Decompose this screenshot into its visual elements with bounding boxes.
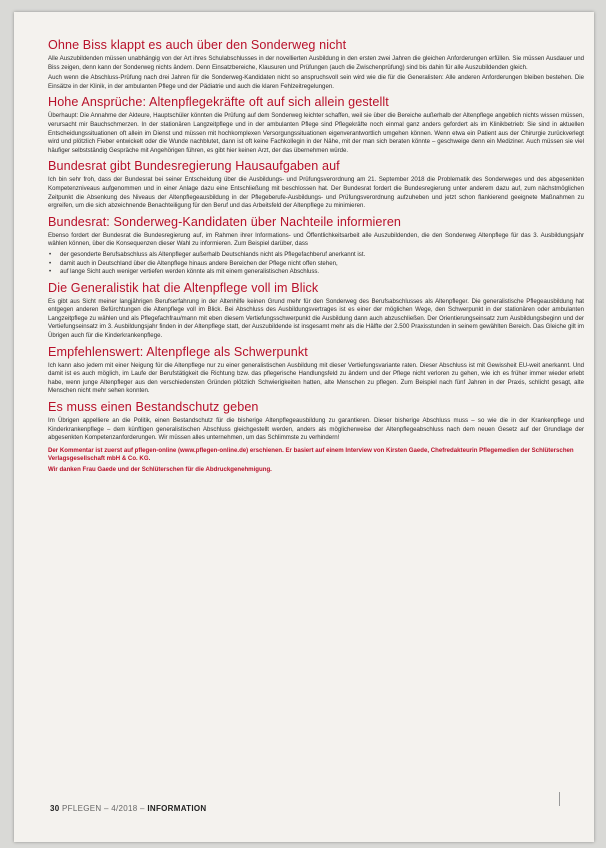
paragraph: Im Übrigen appelliere an die Politik, einen Bestandschutz für die bisherige Altenpflegeausbildung zu garantieren. Dieser bisherige Abschluss muss – so wie die in der Krankenpflege und Kinderkrankenpflege – dem künftigen generalistischen Abschluss gleichgestellt werden, anders als möglicherweise der Altenpflegeabschluss nach dem neuen Gesetz auf der Grundlage der abgesenkten Kompetenzanforderungen. Wir müssen alles unternehmen, um das Schlimmste zu verhindern! [48,417,584,442]
section-label: INFORMATION [147,804,207,813]
section-heading: Bundesrat: Sonderweg-Kandidaten über Nachteile informieren [48,214,402,229]
paragraph: Überhaupt: Die Annahme der Akteure, Hauptschüler könnten die Prüfung auf dem Sonderweg leichter schaffen, weil sie über die Bereiche außerhalb der Altenpflege angeblich nichts wissen müssen, verursacht mir Bauchschmerzen. In der stationären Langzeitpflege und in der ambulanten Pflege sind Pflegekräfte noch einmal ganz anders gefordert als im Klinikbetrieb: Sie sind in aktuellen Entscheidungssituationen oft allein im Dienst und müssen mit hochkomplexen Versorgungssituationen eigenverantwortlich umgehen können. Wenn etwa ein Patient aus der Chirurgie zurückverlegt wird und plötzlich Fieber entwickelt oder die Wunde nachblutet, dann ist oft keine Fachkollegin in der Nähe, mit der man sich beraten könnte – geschweige denn ein Mediziner. Auch müssen sie viel häufiger selbstständig Gespräche mit Angehörigen führen, es gibt hier keinen Arzt, der das übernehmen würde. [48,112,584,154]
note-text: Wir danken Frau Gaede und der Schlüterschen für die Abdruckgenehmigung. [48,466,272,473]
paragraph: Ebenso fordert der Bundesrat die Bundesregierung auf, im Rahmen ihrer Informations- und Öffentlichkeitsarbeit alle Auszubildenden, die den Sonderweg Altenpflege für das 3. Ausbildungsjahr wählen können, über die Konsequenzen dieser Wahl zu informieren. Zum Beispiel darüber, dass [48,231,584,248]
section-empfehlenswert [48,345,584,396]
paragraph: Auch wenn die Abschluss-Prüfung nach drei Jahren für die Sonderweg-Kandidaten nicht so anspruchsvoll sein wird wie die für die Generalisten: Alle anderen Anforderungen bleiben bestehen. Die Einsätze in der Klinik, in der ambulanten Pflege und der Pädiatrie und auch die klaren Fehlzeitregelungen. [48,74,584,90]
note-text: Der Kommentar ist zuerst auf pflegen-online (www.pflegen-online.de) erschienen. Er basiert auf einem Interview von Kirsten Gaede, Chefredakteurin Pflegemedien der Schlüterschen Verlagsgesellschaft mbH & Co. KG. [48,446,574,463]
section-bundesrat-nachteile [48,215,584,277]
section-ohne-biss [48,38,584,91]
section-heading: Empfehlenswert: Altenpflege als Schwerpunkt [48,344,308,359]
paragraph: Ich kann also jedem mit einer Neigung für die Altenpflege nur zu einer generalistischen Ausbildung mit dieser Vertiefungsvariante raten. Dieser Abschluss ist mit Gewissheit EU-weit anerkannt. Und damit ist es auch möglich, im Laufe der Berufstätigkeit die Richtung bzw. das pflegerische Handlungsfeld zu ändern und der Pflege nicht verloren zu gehen, wie ich es früher immer wieder erlebt habe, wenn junge Altenpfleger aus den verschiedensten Gründen plötzlich Schwierigkeiten hatten, alte Menschen zu pflegen. Zum Beispiel nach fünf Jahren in der Praxis, schlicht gesagt, alte Menschen nicht mehr sehen konnten. [48,361,584,395]
section-heading: Bundesrat gibt Bundesregierung Hausaufgaben auf [48,159,340,174]
section-generalistik [48,281,584,341]
source-note [48,447,584,475]
section-heading: Die Generalistik hat die Altenpflege voll im Blick [48,280,319,295]
bullet-list [48,251,584,277]
list-item [48,268,584,277]
magazine-issue: PFLEGEN – 4/2018 – [62,804,145,813]
bullet-icon: • [49,250,52,258]
page-footer [50,804,207,813]
section-heading: Ohne Biss klappt es auch über den Sonderweg nicht [48,38,347,52]
paragraph: Alle Auszubildenden müssen unabhängig von der Art ihres Schulabschlusses in der novellierten Ausbildung in den ersten zwei Jahren die gleichen Anforderungen erfüllen. Sie müssen Ausdauer und Biss zeigen, denn kann der Sonderweg nichts ändern. Denn Einsatzbereiche, Klausuren und Prüfungen (auch die Zwischenprüfung) sind bis dahin für alle Auszubildenden gleich. [48,55,584,71]
paragraph: Es gibt aus Sicht meiner langjährigen Berufserfahrung in der Altenhilfe keinen Grund mehr für den Sonderweg des Berufsabschlusses als Altenpfleger. Die generalistische Pflegeausbildung hat entgegen anderen Befürchtungen die Altenpflege voll im Blick. Bei Abschluss des Ausbildungsvertrages ist es einer der möglichen Wege, den Schwerpunkt in der stationären oder ambulanten Langzeitpflege zu wählen und als Pflegefachfrau/mann mit eben diesem Vertiefungsschwerpunkt die Ausbildung dann auch abzuschließen. Der Orientierungseinsatz zum Ausbildungsbeginn und der Vertiefungseinsatz im 3. Ausbildungsjahr finden in der Altenpflege statt, der Auszubildende ist insgesamt mehr als die Hälfte der 2.500 Praxisstunden in seinem gewählten Bereich. Das Gleiche gilt im Übrigen auch für die Kinderkrankenpflege. [48,297,584,340]
page-number: 30 [50,804,60,813]
section-hohe-ansprueche [48,95,584,155]
list-item [48,260,584,269]
section-bundesrat-hausaufgaben [48,159,584,210]
list-item-text: damit auch in Deutschland über die Altenpflege hinaus andere Bereichen der Pflege nicht offen stehen, [60,259,338,267]
list-item-text: auf lange Sicht auch weniger vertiefen werden könnte als mit einem generalistischen Abschluss. [60,268,320,276]
crop-mark [559,792,560,806]
section-bestandschutz [48,400,584,443]
bullet-icon: • [49,268,52,276]
section-heading: Es muss einen Bestandschutz geben [48,400,259,415]
list-item [48,251,584,260]
list-item-text: der gesonderte Berufsabschluss als Altenpfleger außerhalb Deutschlands nicht als Pflegefachberuf anerkannt ist. [60,250,366,258]
paragraph: Ich bin sehr froh, dass der Bundesrat bei seiner Entscheidung über die Ausbildungs- und Prüfungsverordnung am 21. September 2018 die Problematik des Sonderweges und des abgesenkten Kompetenzniveaus aufgenommen und in einer Anlage dazu eine Entschließung mit beschlossen hat. Der Bundesrat fordert die Bundesregierung unter anderem dazu auf, zum nächstmöglichen Zeitpunkt die Absenkung des Niveaus der Altenpflegeausbildung in der Pflegeberufe-Ausbildungs- und Prüfungsverordnung aufzuheben und jetzt schon flankierend geeignete Maßnahmen zu ergreifen, um die sich abzeichnende Benachteiligung für den Beruf und das Arbeitsfeld der Altenpflege zu minimieren. [48,176,584,210]
magazine-page [14,12,594,842]
article-body [48,38,584,477]
section-heading: Hohe Ansprüche: Altenpflegekräfte oft auf sich allein gestellt [48,95,389,110]
bullet-icon: • [49,259,52,267]
